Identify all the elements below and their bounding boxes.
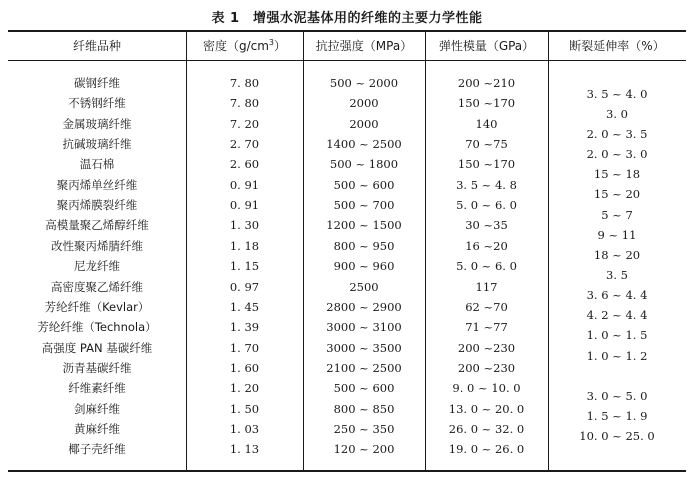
cell-modulus: 200 ~230 (457, 360, 516, 375)
cell-name: 高模量聚乙烯醇纤维 (45, 218, 149, 233)
cell-modulus: 140 (475, 116, 498, 131)
cell-elongation: 9 ~ 11 (597, 228, 637, 242)
cell-elongation: 15 ~ 18 (593, 167, 641, 181)
cell-density: 0. 91 (229, 198, 260, 213)
cell-density: 0. 97 (229, 279, 260, 294)
cell-density: 1. 20 (229, 381, 260, 396)
top-rule (8, 30, 686, 32)
cell-density: 1. 03 (229, 421, 260, 436)
cell-elongation: 3. 6 ~ 4. 4 (586, 288, 648, 302)
cell-name: 沥青基碳纤维 (62, 360, 132, 375)
cell-modulus: 70 ~75 (465, 137, 508, 152)
cell-elongation: 3. 0 ~ 5. 0 (586, 389, 648, 403)
cell-elongation: 1. 5 ~ 1. 9 (586, 409, 648, 423)
cell-name: 聚丙烯膜裂纤维 (56, 198, 138, 213)
cell-modulus: 3. 5 ~ 4. 8 (456, 177, 517, 192)
cell-modulus: 16 ~20 (465, 238, 508, 253)
header-rule (8, 60, 686, 61)
cell-tensile: 500 ~ 2000 (329, 76, 399, 90)
cell-elongation: 3. 5 ~ 4. 0 (586, 87, 648, 101)
cell-density: 1. 18 (229, 238, 260, 253)
cell-elongation: 4. 2 ~ 4. 4 (586, 308, 648, 322)
cell-tensile: 250 ~ 350 (333, 421, 395, 436)
cell-tensile: 3000 ~ 3500 (326, 340, 402, 355)
cell-density: 7. 80 (229, 96, 260, 111)
table-caption: 表 1 增强水泥基体用的纤维的主要力学性能 (211, 11, 483, 26)
cell-tensile: 800 ~ 850 (333, 401, 395, 416)
cell-name: 聚丙烯单丝纤维 (56, 177, 138, 192)
cell-elongation: 10. 0 ~ 25. 0 (579, 429, 655, 443)
cell-tensile: 1400 ~ 2500 (326, 137, 402, 152)
cell-elongation: 2. 0 ~ 3. 0 (586, 147, 648, 161)
cell-density: 7. 80 (229, 76, 260, 90)
cell-modulus: 5. 0 ~ 6. 0 (456, 259, 517, 274)
cell-density: 0. 91 (229, 177, 260, 192)
cell-elongation: 3. 5 (606, 268, 628, 282)
cell-density: 1. 70 (229, 340, 260, 355)
cell-name: 椰子壳纤维 (68, 442, 126, 457)
header-fiber-type: 纤维品种 (72, 39, 121, 53)
header-density: 密度$(g/cm^3)$ (202, 38, 287, 53)
cell-name: 金属玻璃纤维 (62, 116, 132, 131)
cell-modulus: 150 ~170 (457, 96, 516, 111)
bottom-rule (8, 470, 686, 472)
cell-elongation: 2. 0 ~ 3. 5 (586, 127, 648, 141)
cell-tensile: 500 ~ 1800 (329, 157, 399, 172)
cell-density: 1. 15 (229, 259, 260, 274)
cell-name: 不锈钢纤维 (68, 96, 126, 111)
cell-tensile: 500 ~ 600 (333, 177, 395, 192)
cell-elongation: 18 ~ 20 (593, 248, 641, 262)
cell-name: 芳纶纤维（Kevlar） (44, 299, 150, 314)
cell-density: 2. 70 (229, 137, 260, 152)
cell-tensile: 500 ~ 700 (333, 198, 395, 213)
cell-tensile: 800 ~ 950 (333, 238, 395, 253)
cell-name: 温石棉 (79, 157, 115, 172)
cell-modulus: 30 ~35 (465, 218, 508, 233)
cell-tensile: 900 ~ 960 (333, 259, 395, 274)
cell-tensile: 1200 ~ 1500 (326, 218, 402, 233)
cell-elongation: 1. 0 ~ 1. 2 (586, 349, 648, 363)
cell-elongation: 3. 0 (606, 107, 628, 121)
cell-tensile: 2100 ~ 2500 (326, 360, 402, 375)
cell-tensile: 2800 ~ 2900 (326, 299, 402, 314)
cell-elongation: 1. 0 ~ 1. 5 (586, 328, 648, 342)
cell-tensile: 2000 (349, 96, 379, 111)
cell-modulus: 9. 0 ~ 10. 0 (452, 381, 521, 396)
header-tensile-strength: 抗拉强度（MPa） (315, 39, 413, 53)
cell-density: 1. 13 (229, 442, 260, 457)
cell-tensile: 120 ~ 200 (333, 442, 395, 457)
cell-modulus: 26. 0 ~ 32. 0 (448, 421, 525, 436)
cell-density: 1. 60 (229, 360, 260, 375)
header-elongation: 断裂延伸率（%） (569, 39, 665, 53)
cell-tensile: 3000 ~ 3100 (326, 320, 402, 335)
header-elastic-modulus: 弹性模量（GPa） (438, 39, 535, 53)
cell-modulus: 62 ~70 (465, 299, 508, 314)
cell-name: 芳纶纤维（Technola） (37, 320, 157, 335)
cell-name: 碳钢纤维 (74, 76, 120, 90)
cell-density: 1. 50 (229, 401, 260, 416)
cell-modulus: 200 ~230 (457, 340, 516, 355)
cell-modulus: 13. 0 ~ 20. 0 (448, 401, 525, 416)
cell-density: 7. 20 (229, 116, 260, 131)
cell-name: 抗碱玻璃纤维 (62, 137, 132, 152)
cell-density: 1. 39 (229, 320, 260, 335)
cell-tensile: 2000 (349, 116, 379, 131)
cell-name: 高密度聚乙烯纤维 (51, 279, 143, 294)
cell-density: 2. 60 (229, 157, 260, 172)
cell-elongation: 5 ~ 7 (601, 208, 633, 222)
cell-elongation: 15 ~ 20 (593, 187, 641, 201)
cell-modulus: 150 ~170 (457, 157, 516, 172)
cell-name: 尼龙纤维 (74, 259, 120, 274)
cell-density: 1. 30 (229, 218, 260, 233)
cell-modulus: 19. 0 ~ 26. 0 (448, 442, 525, 457)
cell-density: 1. 45 (229, 299, 260, 314)
cell-tensile: 2500 (349, 279, 379, 294)
cell-modulus: 117 (475, 279, 498, 294)
cell-modulus: 200 ~210 (457, 76, 516, 90)
cell-name: 高强度 PAN 基碳纤维 (41, 340, 153, 355)
cell-modulus: 5. 0 ~ 6. 0 (456, 198, 517, 213)
cell-tensile: 500 ~ 600 (333, 381, 395, 396)
cell-name: 黄麻纤维 (74, 421, 120, 436)
cell-name: 剑麻纤维 (74, 401, 120, 416)
cell-name: 纤维素纤维 (68, 381, 126, 396)
cell-name: 改性聚丙烯腈纤维 (51, 238, 143, 253)
cell-modulus: 71 ~77 (465, 320, 508, 335)
